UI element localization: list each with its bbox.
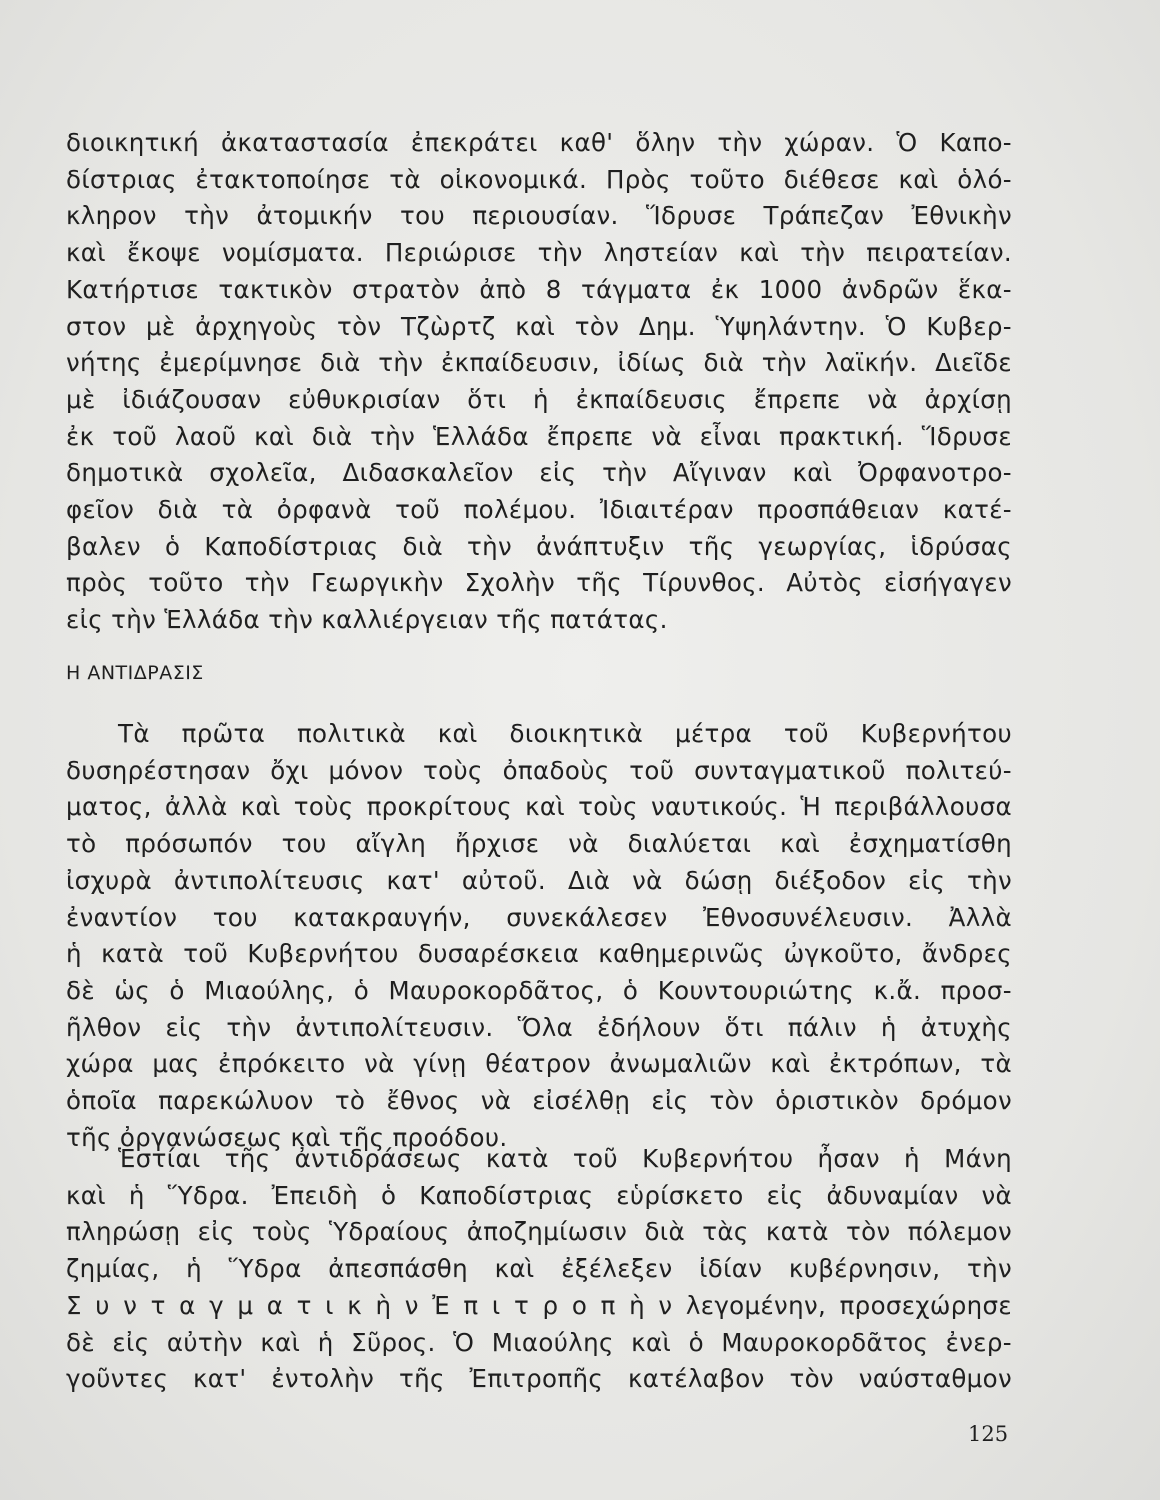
text-line: νήτης ἐμερίμνησε διὰ τὴν ἐκπαίδευσιν, ἰδίως διὰ τὴν λαϊκήν. Διεῖδε: [66, 348, 1012, 378]
text-line: καὶ ἔκοψε νομίσματα. Περιώρισε τὴν ληστείαν καὶ τὴν πειρατείαν.: [66, 238, 1012, 268]
text-line: διοικητική ἀκαταστασία ἐπεκράτει καθ' ὅλην τὴν χώραν. Ὁ Καπο-: [66, 128, 1012, 157]
text-line: πρὸς τοῦτο τὴν Γεωργικὴν Σχολὴν τῆς Τίρυνθος. Αὐτὸς εἰσήγαγεν: [66, 568, 1012, 598]
text-line: ὁποῖα παρεκώλυον τὸ ἔθνος νὰ εἰσέλθῃ εἰς τὸν ὁριστικὸν δρόμον: [66, 1086, 1012, 1116]
paragraph-2: [66, 716, 1012, 1156]
page-number: 125: [968, 1422, 1009, 1446]
text-line: τῆς ὀργανώσεως καὶ τῆς προόδου.: [66, 1122, 508, 1152]
text-line: ματος, ἀλλὰ καὶ τοὺς προκρίτους καὶ τοὺς ναυτικούς. Ἡ περιβάλλουσα: [66, 792, 1012, 822]
text-line: τὸ πρόσωπόν του αἴγλη ἤρχισε νὰ διαλύεται καὶ ἐσχηματίσθη: [66, 829, 1012, 859]
text-line: Τὰ πρῶτα πολιτικὰ καὶ διοικητικὰ μέτρα τοῦ Κυβερνήτου: [118, 719, 1012, 748]
text-line: δὲ εἰς αὐτὴν καὶ ἡ Σῦρος. Ὁ Μιαούλης καὶ ὁ Μαυροκορδᾶτος ἐνερ-: [66, 1327, 1012, 1357]
text-line: δὲ ὡς ὁ Μιαούλης, ὁ Μαυροκορδᾶτος, ὁ Κουντουριώτης κ.ἄ. προσ-: [66, 975, 1012, 1005]
text-line: χώρα μας ἐπρόκειτο νὰ γίνῃ θέατρον ἀνωμαλιῶν καὶ ἐκτρόπων, τὰ: [66, 1049, 1012, 1079]
text-line: καὶ ἡ Ὕδρα. Ἐπειδὴ ὁ Καποδίστριας εὑρίσκετο εἰς ἀδυναμίαν νὰ: [66, 1180, 1012, 1210]
text-line: ἰσχυρὰ ἀντιπολίτευσις κατ' αὐτοῦ. Διὰ νὰ δώσῃ διέξοδον εἰς τὴν: [66, 865, 1012, 895]
text-line: γοῦντες κατ' ἐντολὴν τῆς Ἐπιτροπῆς κατέλαβον τὸν ναύσταθμον: [66, 1364, 1012, 1394]
text-line: μὲ ἰδιάζουσαν εὐθυκρισίαν ὅτι ἡ ἐκπαίδευσις ἔπρεπε νὰ ἀρχίσῃ: [66, 384, 1012, 414]
text-line: πληρώσῃ εἰς τοὺς Ὑδραίους ἀποζημίωσιν διὰ τὰς κατὰ τὸν πόλεμον: [66, 1217, 1012, 1247]
text-line: δημοτικὰ σχολεῖα, Διδασκαλεῖον εἰς τὴν Αἴγιναν καὶ Ὀρφανοτρο-: [66, 458, 1012, 488]
text-line: φεῖον διὰ τὰ ὀρφανὰ τοῦ πολέμου. Ἰδιαιτέραν προσπάθειαν κατέ-: [66, 495, 1012, 525]
text-line: ἐναντίον του κατακραυγήν, συνεκάλεσεν Ἐθνοσυνέλευσιν. Ἀλλὰ: [66, 902, 1012, 932]
text-line: δυσηρέστησαν ὄχι μόνον τοὺς ὀπαδοὺς τοῦ συνταγματικοῦ πολιτεύ-: [66, 755, 1012, 785]
text-line: Κατήρτισε τακτικὸν στρατὸν ἀπὸ 8 τάγματα ἐκ 1000 ἀνδρῶν ἕκα-: [66, 274, 1012, 304]
text-line: ἡ κατὰ τοῦ Κυβερνήτου δυσαρέσκεια καθημερινῶς ὠγκοῦτο, ἄνδρες: [66, 939, 1012, 969]
text-line: Σ υ ν τ α γ μ α τ ι κ ὴ ν Ἐ π ι τ ρ ο π ὴ ν λεγομένην, προσεχώρησε: [66, 1290, 1012, 1320]
text-line: δίστριας ἐτακτοποίησε τὰ οἰκονομικά. Πρὸς τοῦτο διέθεσε καὶ ὁλό-: [66, 164, 1012, 194]
text-line: Ἑστίαι τῆς ἀντιδράσεως κατὰ τοῦ Κυβερνήτου ἦσαν ἡ Μάνη: [118, 1144, 1012, 1173]
paragraph-1: [66, 125, 1012, 639]
text-line: εἰς τὴν Ἑλλάδα τὴν καλλιέργειαν τῆς πατάτας.: [66, 605, 668, 635]
paragraph-3: [66, 1141, 1012, 1398]
text-line: ῆλθον εἰς τὴν ἀντιπολίτευσιν. Ὅλα ἐδήλουν ὅτι πάλιν ἡ ἀτυχὴς: [66, 1012, 1012, 1042]
text-line: στον μὲ ἀρχηγοὺς τὸν Τζὼρτζ καὶ τὸν Δημ. Ὑψηλάντην. Ὁ Κυβερ-: [66, 311, 1012, 341]
text-line: κληρον τὴν ἀτομικήν του περιουσίαν. Ἵδρυσε Τράπεζαν Ἐθνικὴν: [66, 201, 1012, 231]
section-heading: Η ΑΝΤΙΔΡΑΣΙΣ: [66, 662, 204, 684]
text-line: ζημίας, ἡ Ὕδρα ἀπεσπάσθη καὶ ἐξέλεξεν ἰδίαν κυβέρνησιν, τὴν: [66, 1254, 1012, 1284]
text-line: βαλεν ὁ Καποδίστριας διὰ τὴν ἀνάπτυξιν τῆς γεωργίας, ἱδρύσας: [66, 531, 1012, 561]
text-line: ἐκ τοῦ λαοῦ καὶ διὰ τὴν Ἑλλάδα ἔπρεπε νὰ εἶναι πρακτική. Ἵδρυσε: [66, 421, 1012, 451]
